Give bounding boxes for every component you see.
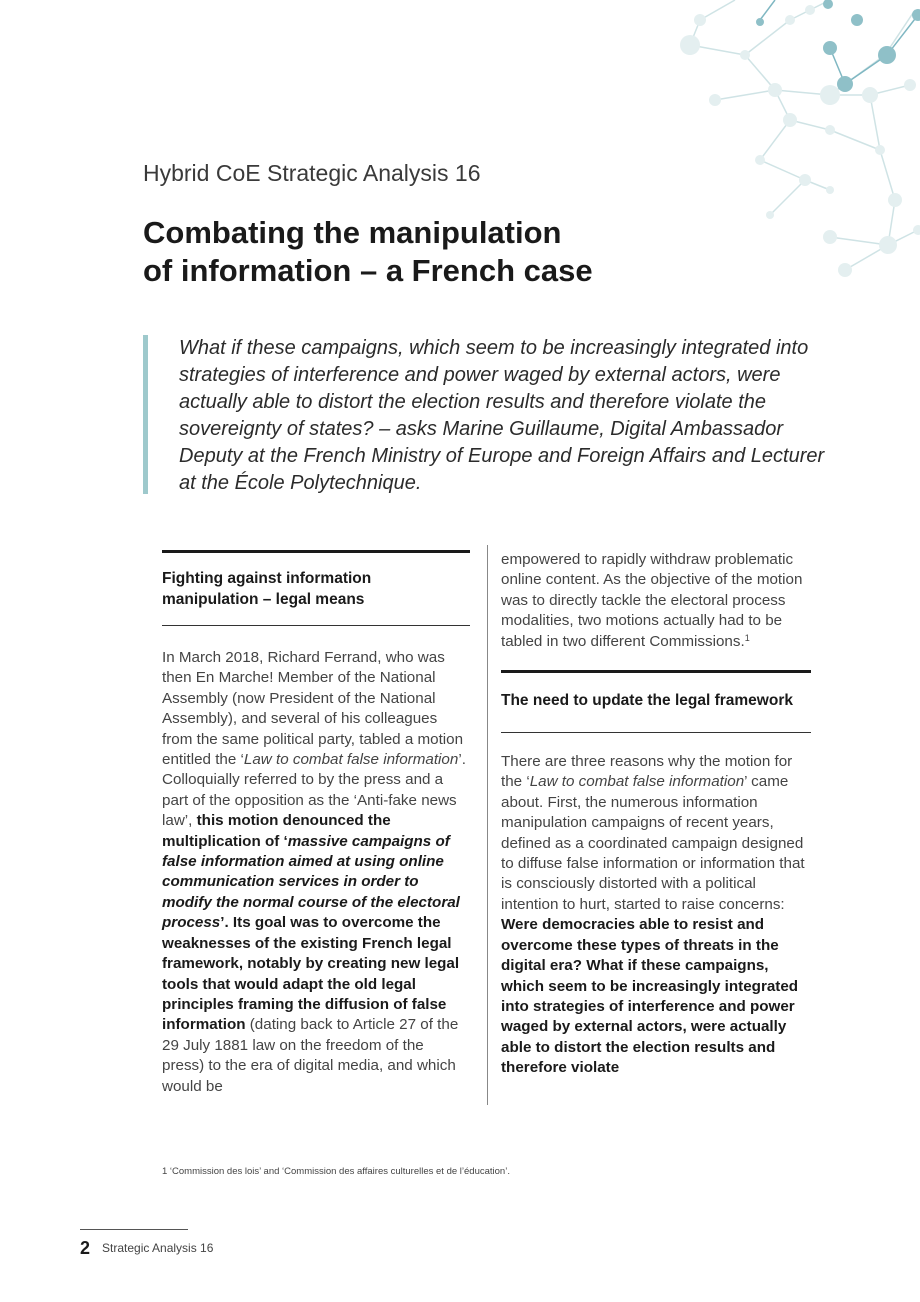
- pull-quote: What if these campaigns, which seem to be increasingly integrated into strategies of interference and power waged by external actors, were actually able to distort the election results and therefore violate the sovereignty of states? – asks Marine Guillaume, Digital Ambassador Deputy at the French Ministry of Europe and Foreign Affairs and Lecturer at the École Polytechnique.: [179, 337, 825, 494]
- section-rule-thin: [501, 732, 811, 733]
- body-paragraph: [501, 752, 811, 1079]
- quote-accent-bar: [143, 335, 148, 494]
- page-number: 2: [80, 1238, 91, 1258]
- series-label: Hybrid CoE Strategic Analysis 16: [143, 160, 481, 186]
- section-heading: The need to update the legal framework: [501, 692, 793, 710]
- body-paragraph: [501, 550, 811, 652]
- text-run: ’ came about. First, the numerous information manipulation campaigns of recent years, defined as a coordinated campaign designed to diffuse false information or information that is consciously distorted with a political intention to hurt, started to raise concerns:: [501, 773, 805, 913]
- section-heading: Fighting against information manipulation – legal means: [162, 570, 372, 608]
- footnote: 1 ‘Commission des lois’ and ‘Commission des affaires culturelles et de l’éducation’.: [162, 1166, 510, 1177]
- title-line-2: of information – a French case: [143, 253, 593, 288]
- column-right: [501, 550, 811, 1079]
- page-title: [143, 214, 683, 290]
- text-run-bold-italic: massive campaigns of false information aimed at using online communication services in order to modify the normal course of the electoral process: [162, 832, 460, 932]
- text-run-bold: Were democracies able to resist and overcome these types of threats in the digital era? What if these campaigns, which seem to be increasingly integrated into strategies of interference and power waged by external actors, were actually able to distort the election results and therefore violate: [501, 916, 799, 1077]
- text-run: There are three reasons why the motion for the ‘: [501, 753, 793, 791]
- text-run-italic: Law to combat false information: [529, 773, 745, 791]
- text-run-italic: Law to combat false information: [243, 751, 459, 769]
- text-run: (dating back to Article 27 of the 29 July 1881 law on the freedom of the press) to the era of digital media, and which would be: [162, 1016, 459, 1095]
- text-run-bold: this motion denounced the multiplication of ‘: [162, 812, 391, 850]
- title-line-1: Combating the manipulation: [143, 215, 562, 250]
- column-left: [162, 550, 470, 1097]
- section-rule-thick: [501, 670, 811, 673]
- text-run: ’. Colloquially referred to by the press and a part of the opposition as the ‘Anti-fake news law’,: [162, 751, 466, 830]
- body-paragraph: [162, 648, 470, 1097]
- footer-label: Strategic Analysis 16: [102, 1241, 214, 1255]
- section-rule-thin: [162, 625, 470, 626]
- text-run-bold: ’. Its goal was to overcome the weaknesses of the existing French legal framework, notably by creating new legal tools that would adapt the old legal principles framing the diffusion of false information: [162, 914, 460, 1034]
- footer-rule: [80, 1229, 188, 1230]
- footnote-ref: 1: [744, 632, 750, 643]
- column-divider: [487, 545, 488, 1105]
- text-run: In March 2018, Richard Ferrand, who was then En Marche! Member of the National Assembly (now President of the National Assembly), and several of his colleagues from the same political party, tabled a motion entitled the ‘: [162, 649, 464, 769]
- text-run: empowered to rapidly withdraw problematic online content. As the objective of the motion was to directly tackle the electoral process modalities, two motions actually had to be tabled in two different Commissions.: [501, 551, 803, 650]
- section-rule-thick: [162, 550, 470, 553]
